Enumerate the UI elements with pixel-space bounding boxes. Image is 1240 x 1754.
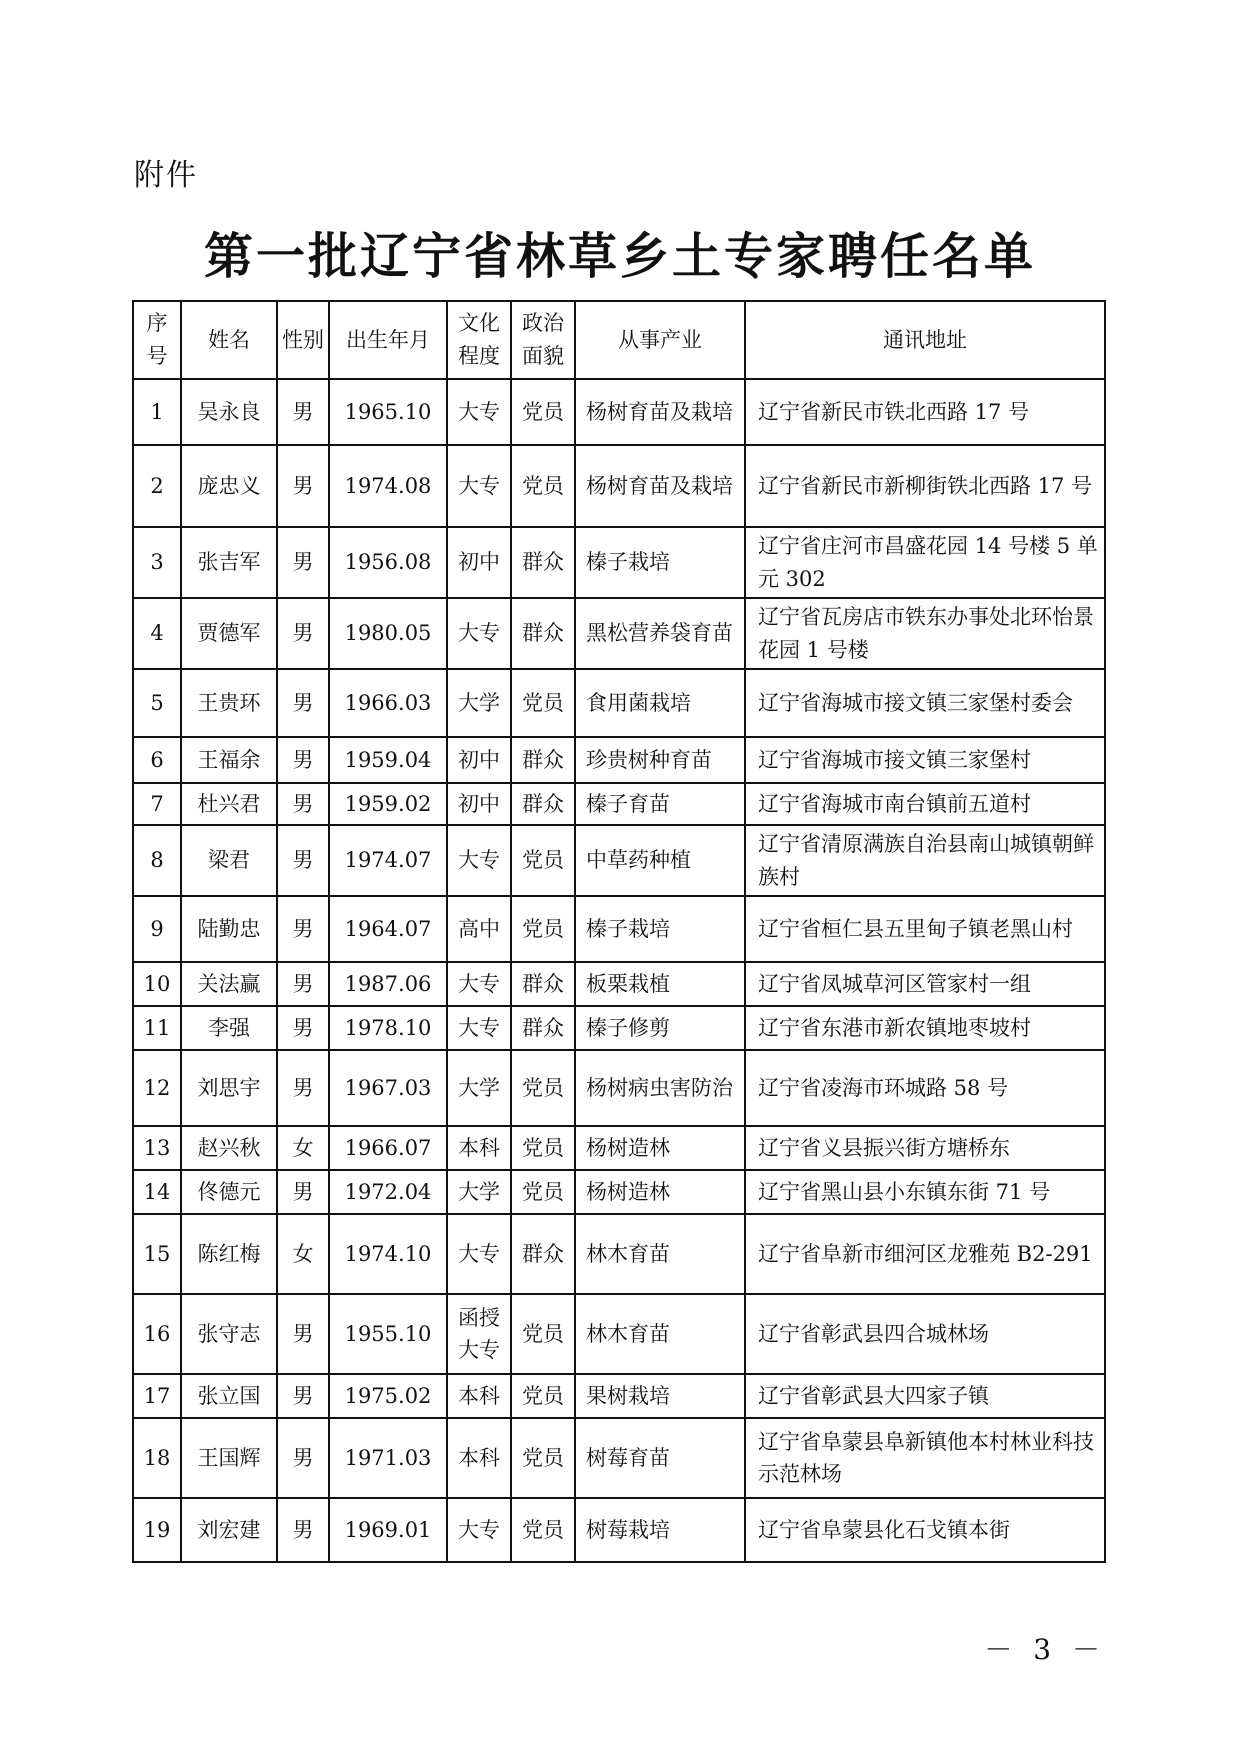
cell-birth: 1969.01	[329, 1498, 447, 1562]
cell-name: 陆勤忠	[181, 896, 277, 962]
cell-industry: 杨树育苗及栽培	[575, 379, 745, 445]
cell-gender: 男	[277, 962, 329, 1006]
cell-industry: 榛子栽培	[575, 527, 745, 598]
cell-education: 大专	[447, 445, 511, 527]
cell-index: 8	[133, 825, 181, 896]
cell-industry: 珍贵树种育苗	[575, 737, 745, 783]
table-row	[133, 783, 1105, 825]
table-row	[133, 1126, 1105, 1170]
cell-industry: 食用菌栽培	[575, 669, 745, 737]
table-row	[133, 737, 1105, 783]
cell-gender: 男	[277, 1006, 329, 1050]
cell-address: 辽宁省瓦房店市铁东办事处北环怡景花园 1 号楼	[745, 598, 1105, 669]
cell-birth: 1965.10	[329, 379, 447, 445]
cell-education: 大学	[447, 1170, 511, 1214]
cell-education: 大专	[447, 598, 511, 669]
cell-index: 13	[133, 1126, 181, 1170]
cell-birth: 1987.06	[329, 962, 447, 1006]
cell-birth: 1972.04	[329, 1170, 447, 1214]
cell-political-status: 党员	[511, 1294, 575, 1374]
cell-industry: 榛子修剪	[575, 1006, 745, 1050]
header-birth: 出生年月	[329, 301, 447, 379]
table-row	[133, 1170, 1105, 1214]
cell-industry: 杨树造林	[575, 1170, 745, 1214]
cell-education: 初中	[447, 783, 511, 825]
cell-education: 大学	[447, 669, 511, 737]
cell-address: 辽宁省阜蒙县阜新镇他本村林业科技示范林场	[745, 1418, 1105, 1498]
cell-birth: 1974.08	[329, 445, 447, 527]
cell-index: 1	[133, 379, 181, 445]
cell-index: 12	[133, 1050, 181, 1126]
header-address: 通讯地址	[745, 301, 1105, 379]
cell-political-status: 党员	[511, 896, 575, 962]
cell-address: 辽宁省阜新市细河区龙雅苑 B2-291	[745, 1214, 1105, 1294]
cell-political-status: 群众	[511, 783, 575, 825]
cell-address: 辽宁省庄河市昌盛花园 14 号楼 5 单元 302	[745, 527, 1105, 598]
cell-political-status: 群众	[511, 737, 575, 783]
cell-name: 李强	[181, 1006, 277, 1050]
table-row	[133, 962, 1105, 1006]
cell-index: 5	[133, 669, 181, 737]
cell-gender: 男	[277, 1050, 329, 1126]
table-row	[133, 1006, 1105, 1050]
table-row	[133, 1498, 1105, 1562]
table-row	[133, 825, 1105, 896]
header-name: 姓名	[181, 301, 277, 379]
cell-political-status: 党员	[511, 1170, 575, 1214]
table-row	[133, 1294, 1105, 1374]
cell-name: 杜兴君	[181, 783, 277, 825]
cell-gender: 男	[277, 527, 329, 598]
cell-address: 辽宁省阜蒙县化石戈镇本街	[745, 1498, 1105, 1562]
cell-birth: 1966.03	[329, 669, 447, 737]
table-row	[133, 896, 1105, 962]
cell-industry: 黑松营养袋育苗	[575, 598, 745, 669]
table-row	[133, 598, 1105, 669]
cell-index: 18	[133, 1418, 181, 1498]
cell-name: 庞忠义	[181, 445, 277, 527]
document-title: 第一批辽宁省林草乡土专家聘任名单	[203, 228, 1036, 285]
cell-gender: 男	[277, 783, 329, 825]
header-education: 文化程度	[447, 301, 511, 379]
cell-political-status: 群众	[511, 962, 575, 1006]
cell-industry: 树莓栽培	[575, 1498, 745, 1562]
cell-industry: 树莓育苗	[575, 1418, 745, 1498]
cell-gender: 男	[277, 825, 329, 896]
table-row	[133, 1374, 1105, 1418]
cell-industry: 榛子栽培	[575, 896, 745, 962]
table-row	[133, 527, 1105, 598]
cell-name: 刘宏建	[181, 1498, 277, 1562]
cell-address: 辽宁省义县振兴街方塘桥东	[745, 1126, 1105, 1170]
cell-industry: 板栗栽植	[575, 962, 745, 1006]
cell-index: 19	[133, 1498, 181, 1562]
cell-political-status: 党员	[511, 1498, 575, 1562]
cell-political-status: 党员	[511, 1050, 575, 1126]
cell-birth: 1971.03	[329, 1418, 447, 1498]
cell-address: 辽宁省东港市新农镇地枣坡村	[745, 1006, 1105, 1050]
cell-political-status: 党员	[511, 1374, 575, 1418]
cell-address: 辽宁省海城市接文镇三家堡村	[745, 737, 1105, 783]
cell-address: 辽宁省新民市新柳街铁北西路 17 号	[745, 445, 1105, 527]
cell-address: 辽宁省凤城草河区管家村一组	[745, 962, 1105, 1006]
table-header-row	[133, 301, 1105, 379]
cell-index: 11	[133, 1006, 181, 1050]
cell-index: 2	[133, 445, 181, 527]
cell-gender: 男	[277, 1294, 329, 1374]
table-row	[133, 379, 1105, 445]
cell-political-status: 党员	[511, 1126, 575, 1170]
table-row	[133, 1214, 1105, 1294]
cell-education: 本科	[447, 1418, 511, 1498]
cell-birth: 1974.07	[329, 825, 447, 896]
cell-address: 辽宁省清原满族自治县南山城镇朝鲜族村	[745, 825, 1105, 896]
table-row	[133, 1418, 1105, 1498]
cell-political-status: 群众	[511, 1214, 575, 1294]
cell-address: 辽宁省凌海市环城路 58 号	[745, 1050, 1105, 1126]
cell-birth: 1959.02	[329, 783, 447, 825]
cell-gender: 男	[277, 1418, 329, 1498]
cell-birth: 1956.08	[329, 527, 447, 598]
cell-gender: 女	[277, 1126, 329, 1170]
cell-gender: 男	[277, 669, 329, 737]
cell-name: 张守志	[181, 1294, 277, 1374]
cell-index: 10	[133, 962, 181, 1006]
cell-address: 辽宁省黑山县小东镇东街 71 号	[745, 1170, 1105, 1214]
cell-name: 张吉军	[181, 527, 277, 598]
cell-education: 初中	[447, 737, 511, 783]
cell-education: 大专	[447, 1006, 511, 1050]
cell-birth: 1980.05	[329, 598, 447, 669]
cell-birth: 1966.07	[329, 1126, 447, 1170]
cell-political-status: 党员	[511, 445, 575, 527]
cell-industry: 林木育苗	[575, 1214, 745, 1294]
table-row	[133, 669, 1105, 737]
cell-gender: 女	[277, 1214, 329, 1294]
cell-address: 辽宁省新民市铁北西路 17 号	[745, 379, 1105, 445]
cell-gender: 男	[277, 1170, 329, 1214]
cell-industry: 林木育苗	[575, 1294, 745, 1374]
cell-gender: 男	[277, 598, 329, 669]
cell-address: 辽宁省桓仁县五里甸子镇老黑山村	[745, 896, 1105, 962]
table-body	[133, 379, 1105, 1562]
cell-education: 函授大专	[447, 1294, 511, 1374]
cell-education: 本科	[447, 1374, 511, 1418]
cell-birth: 1959.04	[329, 737, 447, 783]
cell-education: 大专	[447, 379, 511, 445]
cell-gender: 男	[277, 737, 329, 783]
cell-address: 辽宁省彰武县大四家子镇	[745, 1374, 1105, 1418]
cell-name: 王国辉	[181, 1418, 277, 1498]
cell-index: 6	[133, 737, 181, 783]
cell-political-status: 党员	[511, 825, 575, 896]
cell-political-status: 党员	[511, 1418, 575, 1498]
header-index: 序号	[133, 301, 181, 379]
cell-education: 初中	[447, 527, 511, 598]
cell-industry: 榛子育苗	[575, 783, 745, 825]
cell-industry: 果树栽培	[575, 1374, 745, 1418]
cell-political-status: 群众	[511, 527, 575, 598]
cell-index: 15	[133, 1214, 181, 1294]
cell-name: 贾德军	[181, 598, 277, 669]
cell-name: 吴永良	[181, 379, 277, 445]
cell-address: 辽宁省海城市南台镇前五道村	[745, 783, 1105, 825]
cell-industry: 杨树造林	[575, 1126, 745, 1170]
cell-industry: 杨树病虫害防治	[575, 1050, 745, 1126]
cell-political-status: 党员	[511, 669, 575, 737]
cell-gender: 男	[277, 1498, 329, 1562]
cell-name: 佟德元	[181, 1170, 277, 1214]
cell-gender: 男	[277, 1374, 329, 1418]
table-row	[133, 445, 1105, 527]
cell-education: 高中	[447, 896, 511, 962]
cell-industry: 中草药种植	[575, 825, 745, 896]
cell-education: 大学	[447, 1050, 511, 1126]
cell-name: 赵兴秋	[181, 1126, 277, 1170]
cell-birth: 1975.02	[329, 1374, 447, 1418]
cell-name: 梁君	[181, 825, 277, 896]
cell-name: 关法赢	[181, 962, 277, 1006]
cell-name: 王贵环	[181, 669, 277, 737]
attachment-label: 附件	[134, 158, 198, 193]
cell-industry: 杨树育苗及栽培	[575, 445, 745, 527]
cell-gender: 男	[277, 896, 329, 962]
header-industry: 从事产业	[575, 301, 745, 379]
cell-education: 大专	[447, 1498, 511, 1562]
cell-index: 14	[133, 1170, 181, 1214]
table-row	[133, 1050, 1105, 1126]
cell-index: 3	[133, 527, 181, 598]
cell-education: 大专	[447, 1214, 511, 1294]
cell-index: 7	[133, 783, 181, 825]
cell-gender: 男	[277, 379, 329, 445]
cell-political-status: 群众	[511, 598, 575, 669]
cell-name: 王福余	[181, 737, 277, 783]
cell-birth: 1964.07	[329, 896, 447, 962]
cell-political-status: 群众	[511, 1006, 575, 1050]
cell-political-status: 党员	[511, 379, 575, 445]
cell-birth: 1978.10	[329, 1006, 447, 1050]
header-gender: 性别	[277, 301, 329, 379]
cell-gender: 男	[277, 445, 329, 527]
cell-address: 辽宁省海城市接文镇三家堡村委会	[745, 669, 1105, 737]
cell-education: 大专	[447, 825, 511, 896]
cell-index: 16	[133, 1294, 181, 1374]
cell-index: 9	[133, 896, 181, 962]
cell-address: 辽宁省彰武县四合城林场	[745, 1294, 1105, 1374]
cell-name: 张立国	[181, 1374, 277, 1418]
expert-table	[132, 300, 1106, 1563]
cell-birth: 1955.10	[329, 1294, 447, 1374]
cell-index: 4	[133, 598, 181, 669]
cell-name: 刘思宇	[181, 1050, 277, 1126]
cell-birth: 1974.10	[329, 1214, 447, 1294]
cell-education: 大专	[447, 962, 511, 1006]
cell-birth: 1967.03	[329, 1050, 447, 1126]
cell-index: 17	[133, 1374, 181, 1418]
header-political-status: 政治面貌	[511, 301, 575, 379]
page-number: － 3 －	[984, 1633, 1106, 1666]
cell-education: 本科	[447, 1126, 511, 1170]
cell-name: 陈红梅	[181, 1214, 277, 1294]
